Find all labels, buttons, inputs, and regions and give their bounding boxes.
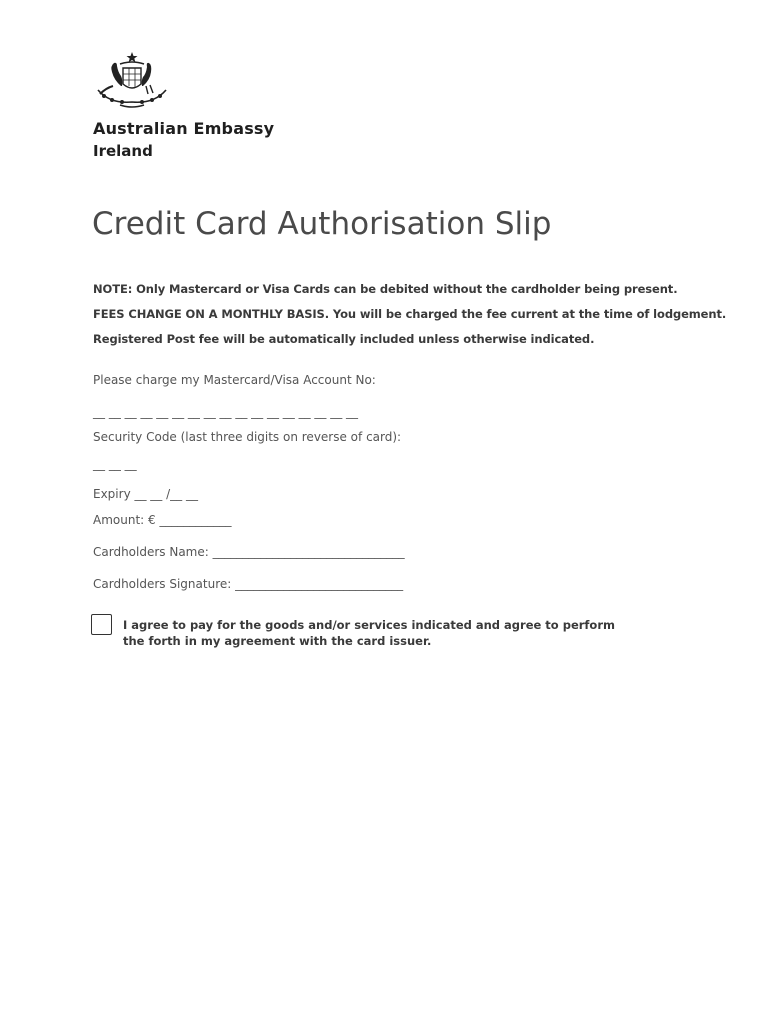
page-title: Credit Card Authorisation Slip <box>92 206 552 242</box>
coat-of-arms-icon <box>90 50 174 110</box>
account-number-label: Please charge my Mastercard/Visa Account No: <box>93 373 376 387</box>
organisation-name: Australian Embassy <box>93 119 275 138</box>
note-fees-change: FEES CHANGE ON A MONTHLY BASIS. You will be charged the fee current at the time of lodgement. <box>93 307 727 321</box>
account-number-field[interactable]: __ __ __ __ __ __ __ __ __ __ __ __ __ __ __ __ __ <box>93 405 359 419</box>
amount-field[interactable]: Amount: € ____________ <box>93 513 232 527</box>
organisation-location: Ireland <box>93 142 153 160</box>
agreement-checkbox[interactable] <box>91 614 112 635</box>
security-code-label: Security Code (last three digits on reverse of card): <box>93 430 402 444</box>
note-registered-post: Registered Post fee will be automatically included unless otherwise indicated. <box>93 332 595 346</box>
agreement-text: I agree to pay for the goods and/or services indicated and agree to perform the forth in my agreement with the card issuer. <box>123 618 615 648</box>
cardholder-name-field[interactable]: Cardholders Name: ________________________________ <box>93 545 405 559</box>
note-card-types: NOTE: Only Mastercard or Visa Cards can be debited without the cardholder being present. <box>93 282 678 296</box>
cardholder-signature-field[interactable]: Cardholders Signature: ____________________________ <box>93 577 404 591</box>
expiry-field[interactable]: Expiry __ __ /__ __ <box>93 487 198 501</box>
security-code-field[interactable]: __ __ __ <box>93 457 137 471</box>
